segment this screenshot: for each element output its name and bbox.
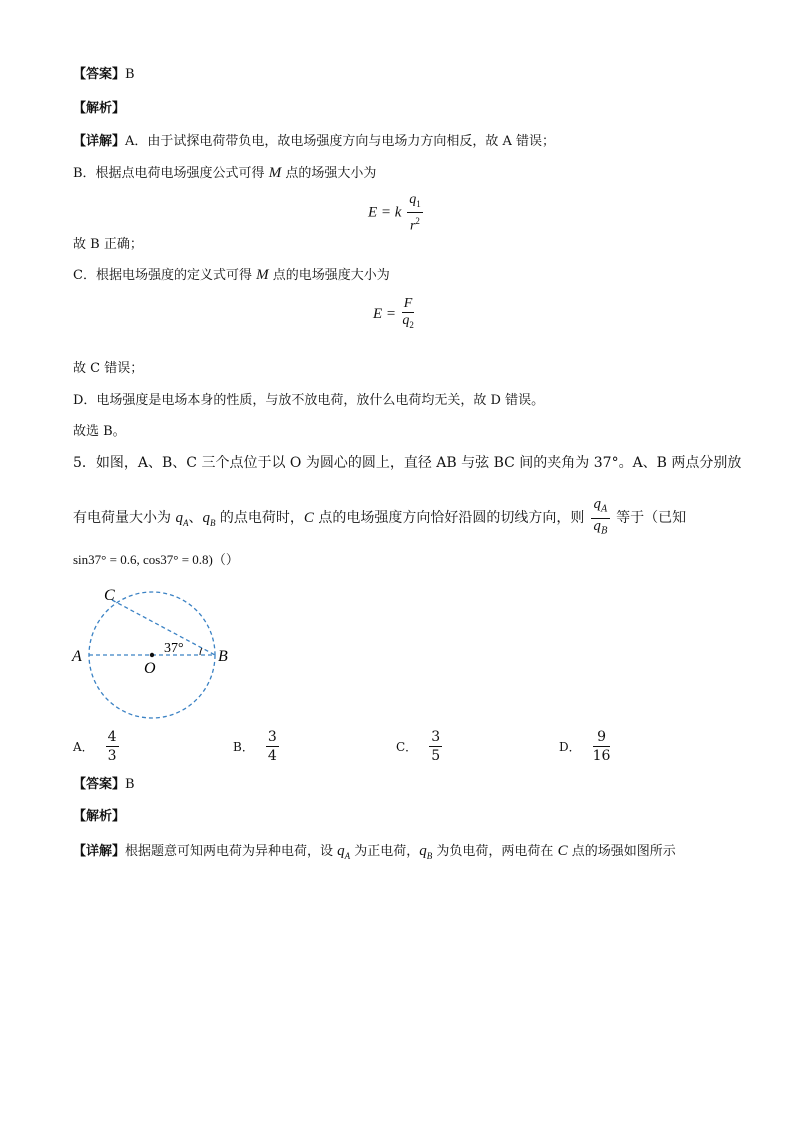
- q5-line2-end: 等于（已知: [611, 510, 687, 527]
- q5-qa: $q_A$: [175, 510, 189, 529]
- q5-analysis-tag: 【解析】: [73, 809, 126, 824]
- formula2-num: F: [403, 296, 413, 311]
- label-b: B: [218, 648, 228, 665]
- q5-detail-tag: 【详解】: [73, 844, 126, 859]
- option-b-fraction: $\frac{3}{4}$: [267, 729, 277, 764]
- option-b-label: B．: [233, 740, 254, 754]
- formula1-fraction: [407, 192, 423, 234]
- q5-answer-line: [73, 776, 135, 794]
- analysis-line: [73, 100, 125, 118]
- option-c-label: C．: [396, 740, 418, 754]
- label-o: O: [144, 660, 156, 677]
- q5-line2-mid: 的点电荷时，: [215, 510, 304, 527]
- formula1-den: $r^2$: [409, 215, 420, 234]
- answer-value: B: [125, 67, 135, 82]
- option-a[interactable]: [73, 728, 121, 765]
- detail-line-d: D．电场强度是电场本身的性质，与放不放电荷，放什么电荷均无关，故 D 错误。: [73, 393, 545, 408]
- q5-qb: $q_B$: [202, 510, 216, 529]
- q5-detail-line: 【详解】根据题意可知两电荷为异种电荷，设 $q_A$ 为正电荷，$q_B$ 为负电荷，两电荷在 C 点的场强如图所示: [73, 843, 676, 861]
- detail-a-text: A．由于试探电荷带负电，故电场强度方向与电场力方向相反，故 A 错误；: [125, 134, 556, 149]
- formula1-num: $q_1$: [407, 192, 423, 213]
- option-a-label: A．: [73, 740, 94, 754]
- q5-answer-value: B: [125, 777, 135, 792]
- conclusion: 故选 B。: [73, 424, 126, 439]
- formula-coulomb: [368, 192, 425, 234]
- line-b-post: 点的场强大小为: [281, 166, 377, 181]
- q5-answer-tag: 【答案】: [73, 777, 126, 792]
- detail-line-a: [73, 133, 555, 151]
- q5-var-c: C: [303, 510, 314, 527]
- label-c: C: [104, 587, 115, 604]
- option-c-fraction: $\frac{3}{5}$: [431, 729, 441, 764]
- q5-analysis-line: [73, 808, 125, 826]
- formula2-fraction: [402, 296, 415, 333]
- answer-line: [73, 66, 135, 84]
- q5-line2: 有电荷量大小为 $q_A$、$q_B$ 的点电荷时，C 点的电场强度方向恰好沿圆的切线方向，则 $\frac{q_A}{q_B}$ 等于（已知: [73, 497, 686, 540]
- q5-line3: sin37° = 0.6, cos37° = 0.8)（）: [73, 552, 239, 567]
- option-d[interactable]: [559, 728, 612, 765]
- q5-detail-qa: $q_A$: [337, 843, 351, 861]
- q5-line1: 5．如图，A、B、C 三个点位于以 O 为圆心的圆上，直径 AB 与弦 BC 间的夹角为 37°。A、B 两点分别放: [73, 455, 742, 471]
- q5-detail-qb: $q_B$: [419, 843, 433, 861]
- q5-line2-pre: 有电荷量大小为: [73, 510, 176, 527]
- option-d-label: D．: [559, 740, 581, 754]
- formula2-lhs: E =: [373, 305, 397, 322]
- option-a-fraction: $\frac{4}{3}$: [107, 729, 117, 764]
- detail-c-result: 故 C 错误；: [73, 361, 144, 376]
- option-d-fraction: $\frac{9}{16}$: [592, 729, 611, 764]
- circle-figure: [60, 578, 250, 728]
- line-c-pre: C．根据电场强度的定义式可得: [73, 268, 257, 283]
- option-b[interactable]: [233, 728, 281, 765]
- line-b-pre: B．根据点电荷电场强度公式可得: [73, 166, 269, 181]
- formula-definition: [373, 296, 416, 333]
- analysis-tag: 【解析】: [73, 101, 126, 116]
- q5-line2-post: 点的电场强度方向恰好沿圆的切线方向，则: [313, 510, 589, 527]
- detail-b-result: 故 B 正确；: [73, 237, 143, 252]
- option-c[interactable]: [396, 728, 444, 765]
- label-a: A: [72, 648, 82, 665]
- detail-tag: 【详解】: [73, 134, 126, 149]
- line-c-post: 点的电场强度大小为: [268, 268, 390, 283]
- detail-line-c: [73, 266, 390, 285]
- answer-tag: 【答案】: [73, 67, 126, 82]
- angle-arc: [200, 648, 202, 655]
- var-m: M: [268, 165, 282, 181]
- detail-line-b: [73, 164, 376, 183]
- formula2-den: $q_2$: [402, 313, 414, 330]
- formula1-lhs: E = k: [368, 204, 402, 221]
- q5-detail-c: C: [557, 843, 568, 859]
- q5-ratio-fraction: $\frac{q_A}{q_B}$: [592, 497, 608, 537]
- center-point: [150, 653, 154, 657]
- var-m-2: M: [256, 267, 269, 283]
- angle-label: 37°: [164, 641, 184, 656]
